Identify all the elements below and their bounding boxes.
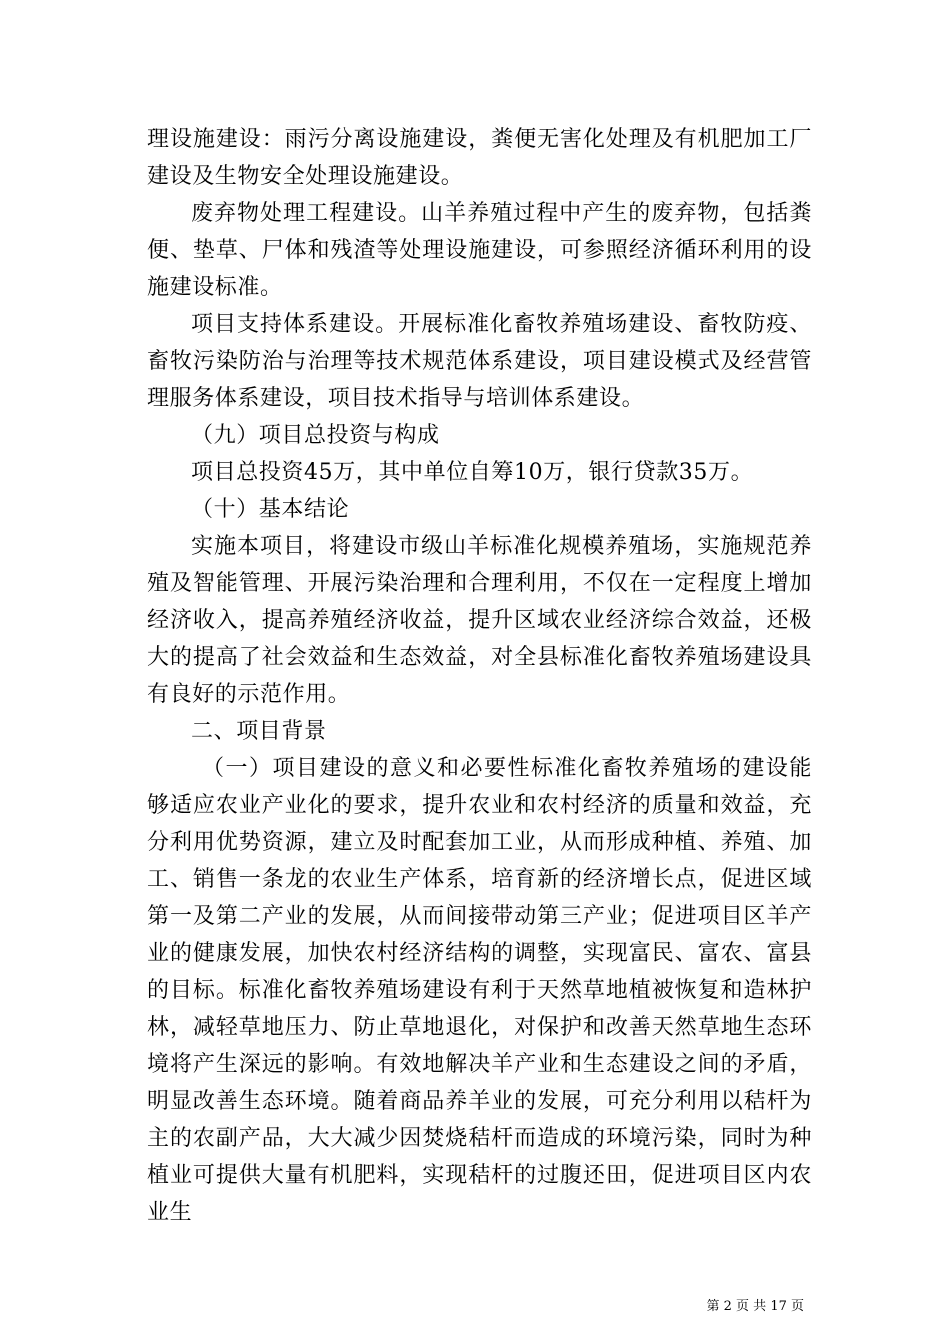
heading-investment: （九）项目总投资与构成 — [191, 423, 440, 448]
page-footer: 第 2 页 共 17 页 — [706, 1299, 804, 1314]
paragraph-facility-construction: 理设施建设：雨污分离设施建设，粪便无害化处理及有机肥加工厂建设及生物安全处理设施建设。 — [147, 127, 812, 189]
paragraph-significance: （一）项目建设的意义和必要性标准化畜牧养殖场的建设能够适应农业产业化的要求，提升农业和农村经济的质量和效益，充分利用优势资源，建立及时配套加工业，从而形成种植、养殖、加工、销售一条龙的农业生产体系，培育新的经济增长点，促进区域第一及第二产业的发展，从而间接带动第三产业；促进项目区羊产业的健康发展，加快农村经济结构的调整，实现富民、富农、富县的目标。标准化畜牧养殖场建设有利于天然草地植被恢复和造林护林，减轻草地压力、防止草地退化，对保护和改善天然草地生态环境将产生深远的影响。有效地解决羊产业和生态建设之间的矛盾，明显改善生态环境。随着商品养羊业的发展，可充分利用以秸杆为主的农副产品，大大减少因焚烧秸杆而造成的环境污染，同时为种植业可提供大量有机肥料，实现秸杆的过腹还田，促进项目区内农业生 — [147, 756, 812, 1225]
heading-conclusion: （十）基本结论 — [191, 497, 350, 522]
paragraph-conclusion: 实施本项目，将建设市级山羊标准化规模养殖场，实施规范养殖及智能管理、开展污染治理和合理利用，不仅在一定程度上增加经济收入，提高养殖经济收益，提升区域农业经济综合效益，还极大的提高了社会效益和生态效益，对全县标准化畜牧养殖场建设具有良好的示范作用。 — [147, 534, 812, 707]
document-body — [147, 121, 812, 1231]
paragraph-waste-treatment: 废弃物处理工程建设。山羊养殖过程中产生的废弃物，包括粪便、垫草、尸体和残渣等处理设施建设，可参照经济循环利用的设施建设标准。 — [147, 201, 812, 300]
paragraph-investment: 项目总投资45万，其中单位自筹10万，银行贷款35万。 — [191, 460, 754, 485]
heading-project-background: 二、项目背景 — [191, 719, 327, 744]
paragraph-support-system: 项目支持体系建设。开展标准化畜牧养殖场建设、畜牧防疫、畜牧污染防治与治理等技术规范体系建设，项目建设模式及经营管理服务体系建设，项目技术指导与培训体系建设。 — [147, 312, 812, 411]
